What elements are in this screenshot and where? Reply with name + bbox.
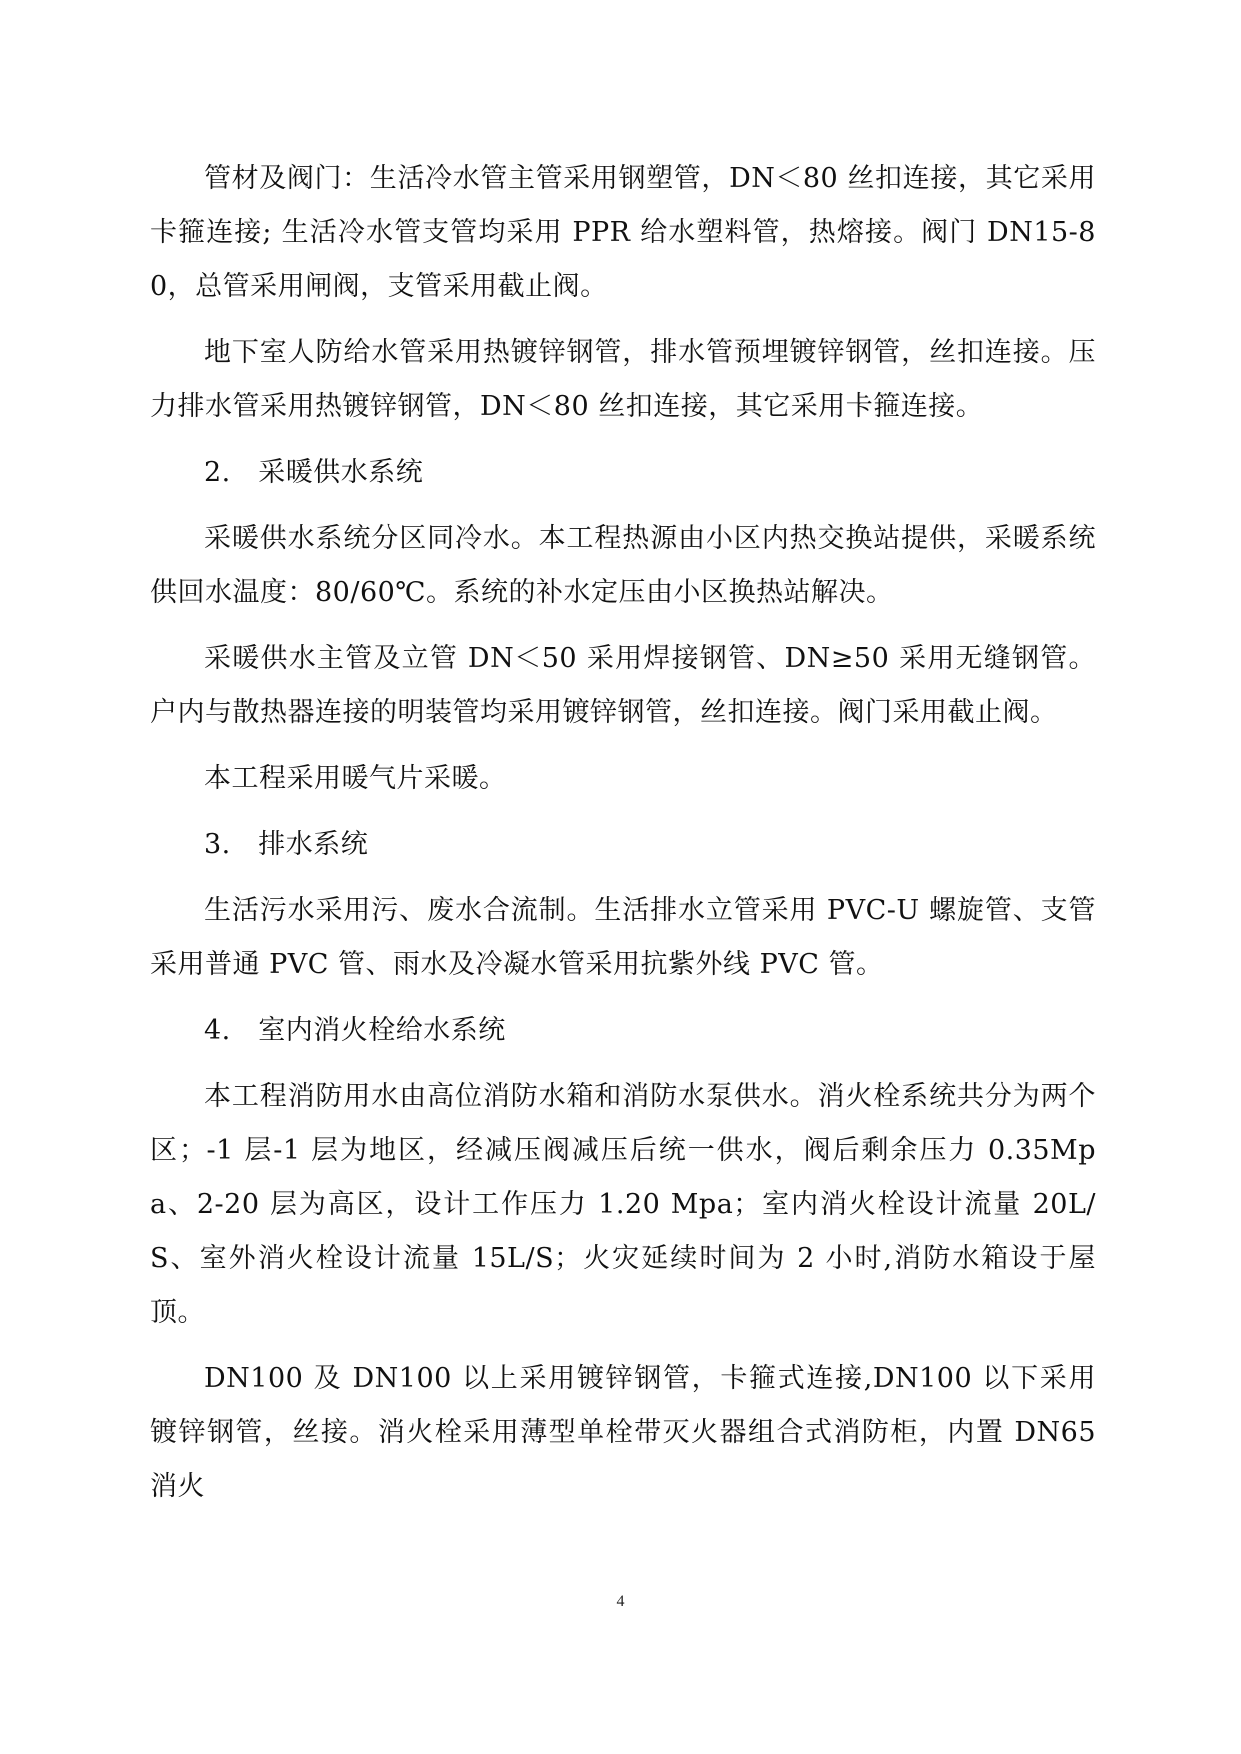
section-heading-fire-hydrant: 4. 室内消火栓给水系统 [204, 1015, 506, 1046]
document-body [150, 152, 1096, 1526]
page-number: 4 [616, 1593, 625, 1610]
paragraph-heating-pipes: 采暖供水主管及立管 DN＜50 采用焊接钢管、DN≥50 采用无缝钢管。户内与散热器连接的明装管均采用镀锌钢管，丝扣连接。阀门采用截止阀。 [150, 643, 1096, 728]
paragraph-basement-pipes: 地下室人防给水管采用热镀锌钢管，排水管预埋镀锌钢管，丝扣连接。压力排水管采用热镀锌钢管，DN＜80 丝扣连接，其它采用卡箍连接。 [150, 337, 1096, 422]
paragraph-drainage: 生活污水采用污、废水合流制。生活排水立管采用 PVC-U 螺旋管、支管采用普通 PVC 管、雨水及冷凝水管采用抗紫外线 PVC 管。 [150, 895, 1096, 980]
paragraph-radiators: 本工程采用暖气片采暖。 [204, 763, 507, 794]
section-heading-drainage: 3. 排水系统 [204, 829, 369, 860]
paragraph-heating-zones: 采暖供水系统分区同冷水。本工程热源由小区内热交换站提供，采暖系统供回水温度：80/60℃。系统的补水定压由小区换热站解决。 [150, 523, 1096, 608]
section-heading-heating: 2. 采暖供水系统 [204, 457, 424, 488]
paragraph-pipe-materials: 管材及阀门：生活冷水管主管采用钢塑管，DN＜80 丝扣连接，其它采用卡箍连接; 生活冷水管支管均采用 PPR 给水塑料管，热熔接。阀门 DN15-80，总管采用闸阀，支管采用截止阀。 [150, 163, 1096, 302]
paragraph-fire-pipes: DN100 及 DN100 以上采用镀锌钢管，卡箍式连接,DN100 以下采用镀锌钢管，丝接。消火栓采用薄型单栓带灭火器组合式消防柜，内置 DN65 消火 [150, 1363, 1096, 1502]
paragraph-fire-water-supply: 本工程消防用水由高位消防水箱和消防水泵供水。消火栓系统共分为两个区；-1 层-1 层为地区，经减压阀减压后统一供水，阀后剩余压力 0.35Mpa、2-20 层为高区，设计工作压力 1.20 Mpa；室内消火栓设计流量 20L/S、室外消火栓设计流量 15L/S；火灾延续时间为 2 小时,消防水箱设于屋顶。 [150, 1081, 1096, 1328]
